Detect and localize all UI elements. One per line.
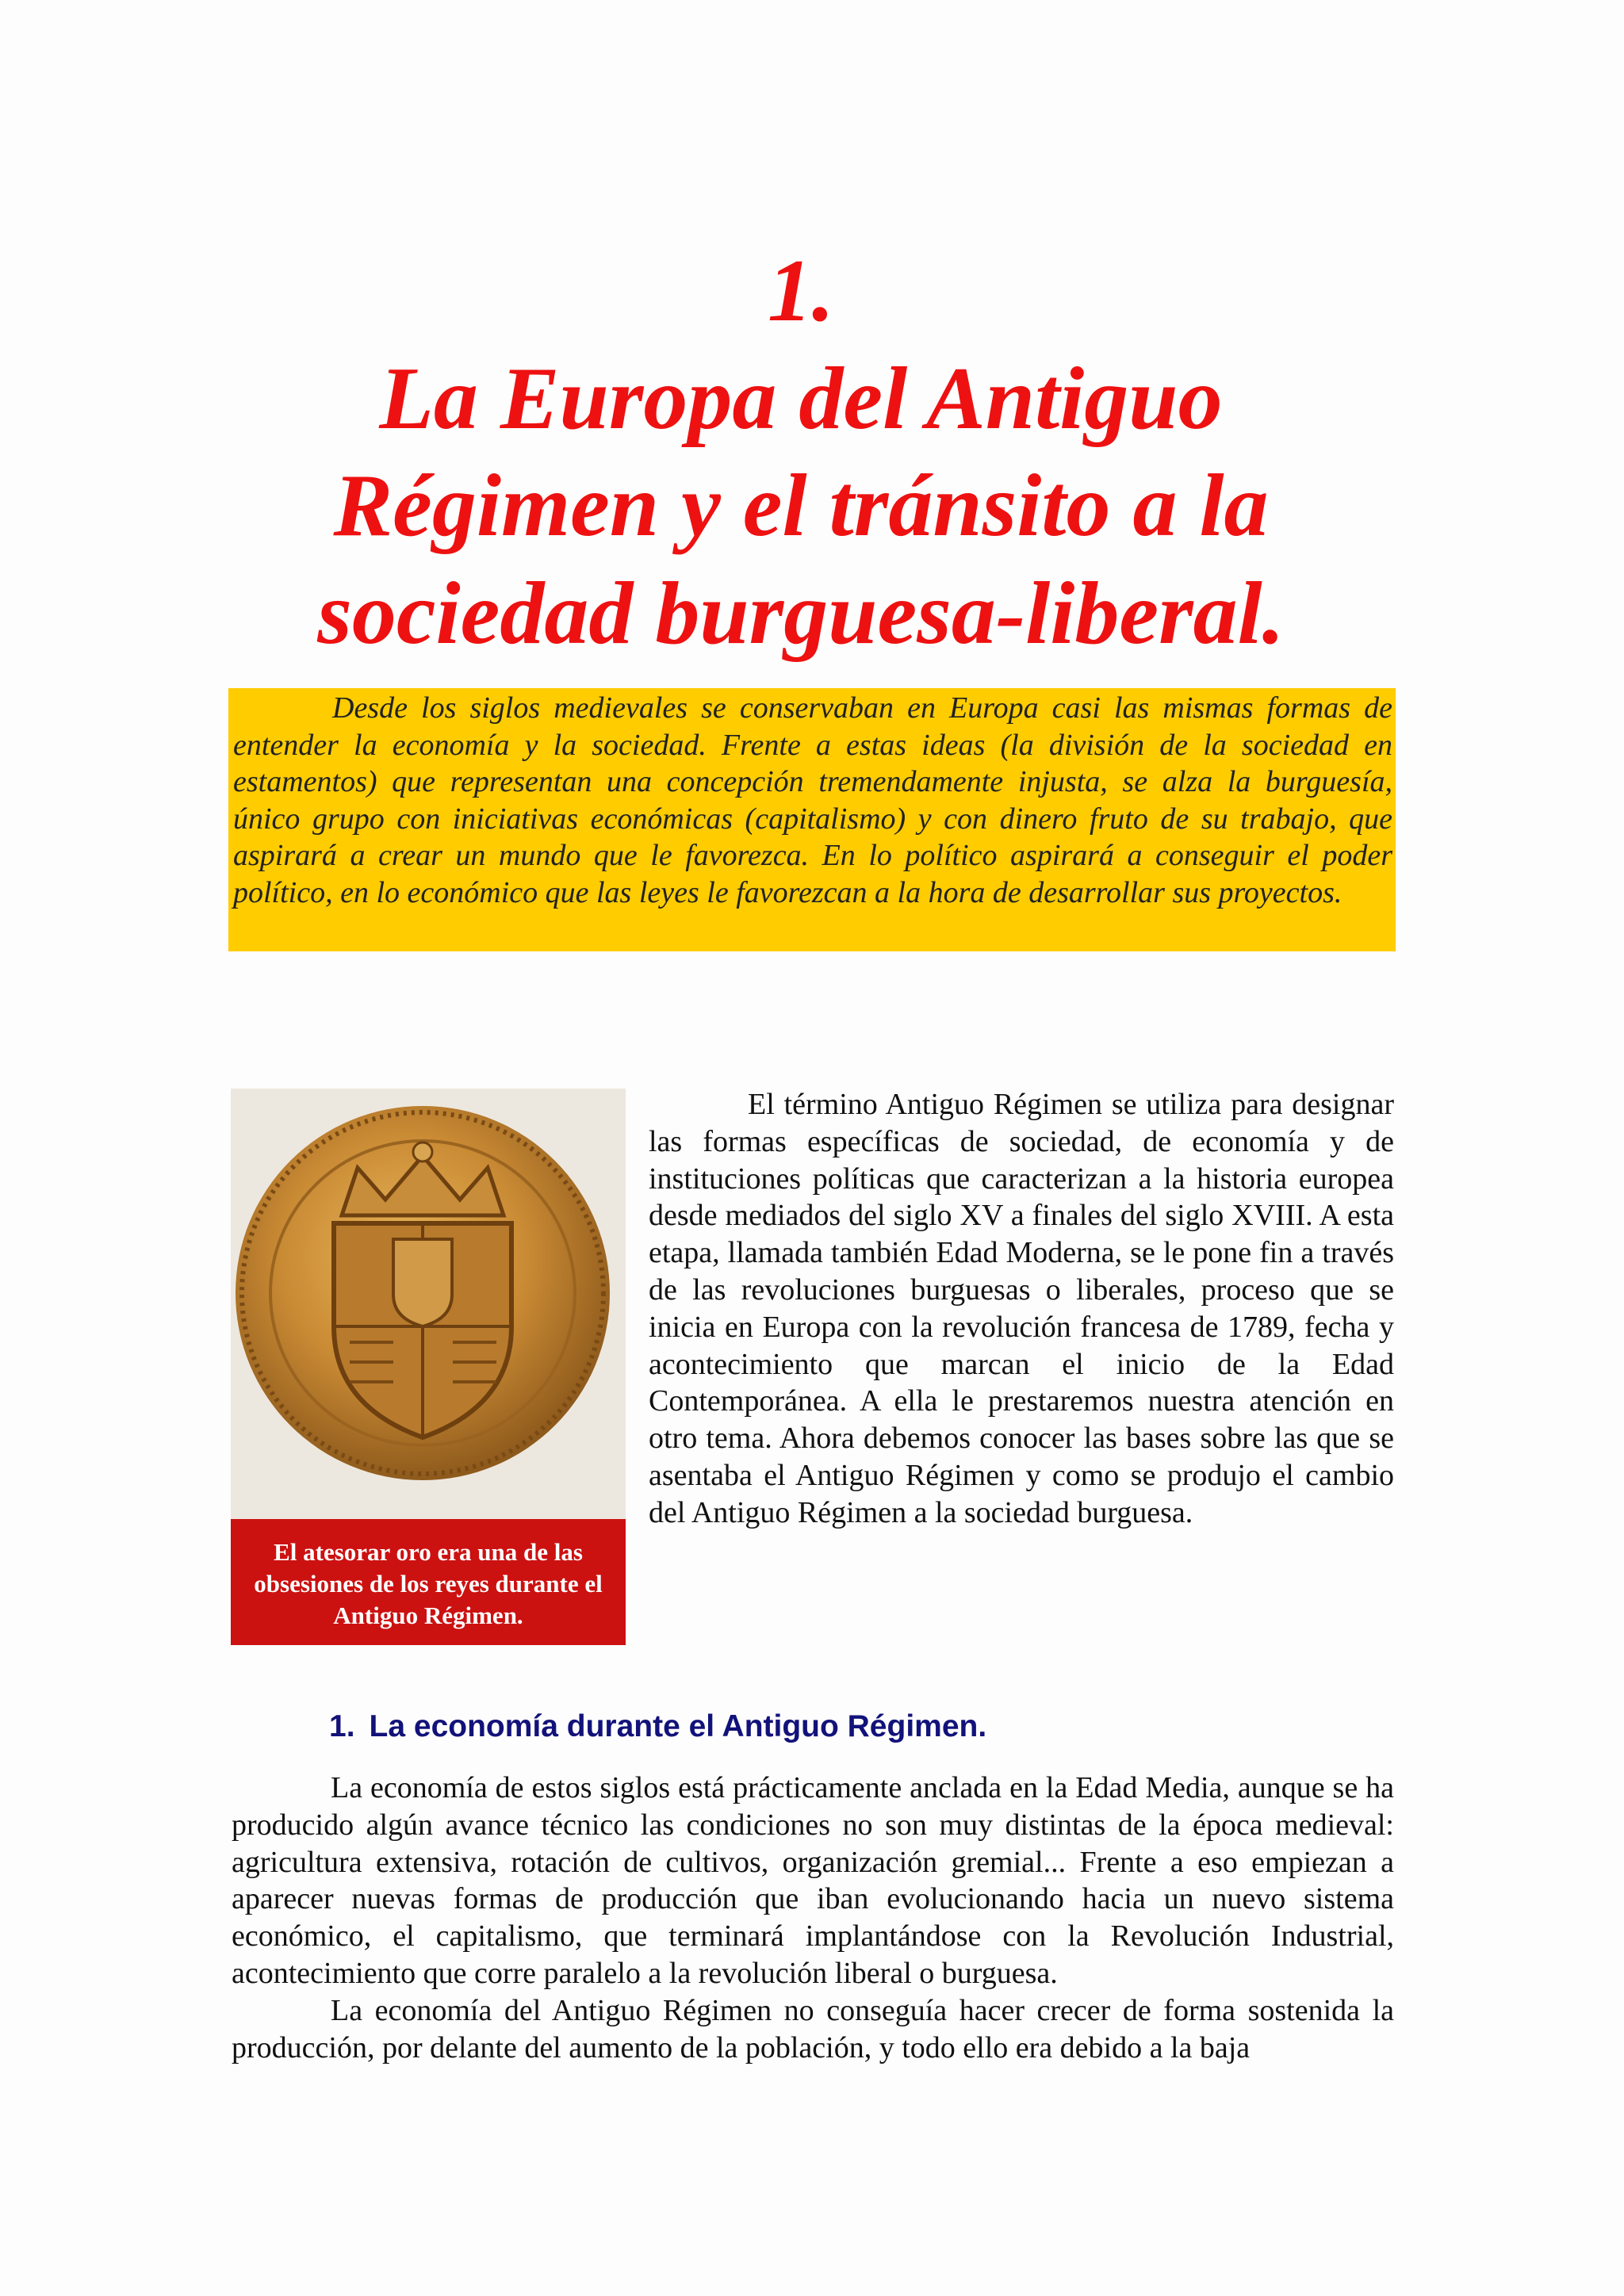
chapter-number: 1. <box>768 242 834 341</box>
intro-box-text: Desde los siglos medievales se conservaban en Europa casi las mismas formas de entender la economía y la sociedad. Frente a estas ideas (la división de la sociedad en estamentos) que representan una concepción tremendamente injusta, se alza la burguesía, único grupo con iniciativas económicas (capitalismo) y con dinero fruto de su trabajo, que aspirará a crear un mundo que le favorezca. En lo político aspirará a conseguir el poder político, en lo económico que las leyes le favorezcan a la hora de desarrollar sus proyectos. <box>233 691 1392 909</box>
intro-highlight-box <box>228 688 1396 951</box>
section-body <box>232 1770 1394 2066</box>
chapter-title-line-2: Régimen y el tránsito a la <box>333 457 1269 556</box>
figure-caption: El atesorar oro era una de las obsesiones de los reyes durante el Antiguo Régimen. <box>231 1519 626 1645</box>
intro-text-column <box>649 1086 1394 1532</box>
section-heading <box>329 1709 986 1744</box>
gold-coin-image <box>231 1089 626 1519</box>
section-paragraph-1: La economía de estos siglos está prácticamente anclada en la Edad Media, aunque se ha producido algún avance técnico las condiciones no son muy distintas de la época medieval: agricultura extensiva, rotación de cultivos, organización gremial... Frente a eso empiezan a aparecer nuevas formas de producción que iban evolucionando hacia un nuevo sistema económico, el capitalismo, que terminará implantándose con la Revolución Industrial, acontecimiento que corre paralelo a la revolución liberal o burguesa. <box>232 1771 1394 1990</box>
chapter-title-line-1: La Europa del Antiguo <box>379 349 1223 448</box>
chapter-title <box>230 238 1372 668</box>
section-paragraph-2: La economía del Antiguo Régimen no conseguía hacer crecer de forma sostenida la producción, por delante del aumento de la población, y todo ello era debido a la baja <box>232 1993 1394 2064</box>
gold-coin-figure <box>231 1089 626 1645</box>
chapter-title-line-3: sociedad burguesa-liberal. <box>317 564 1285 663</box>
section-heading-text: La economía durante el Antiguo Régimen. <box>369 1709 987 1744</box>
intro-paragraph: El término Antiguo Régimen se utiliza para designar las formas específicas de sociedad, de economía y de instituciones políticas que caracterizan a la historia europea desde mediados del siglo XV a finales del siglo XVIII. A esta etapa, llamada también Edad Moderna, se le pone fin a través de las revoluciones burguesas o liberales, proceso que se inicia en Europa con la revolución francesa de 1789, fecha y acontecimiento que marcan el inicio de la Edad Contemporánea. A ella le prestaremos nuestra atención en otro tema. Ahora debemos conocer las bases sobre las que se asentaba el Antiguo Régimen y como se produjo el cambio del Antiguo Régimen a la sociedad burguesa. <box>649 1088 1394 1529</box>
section-number: 1. <box>329 1709 355 1744</box>
